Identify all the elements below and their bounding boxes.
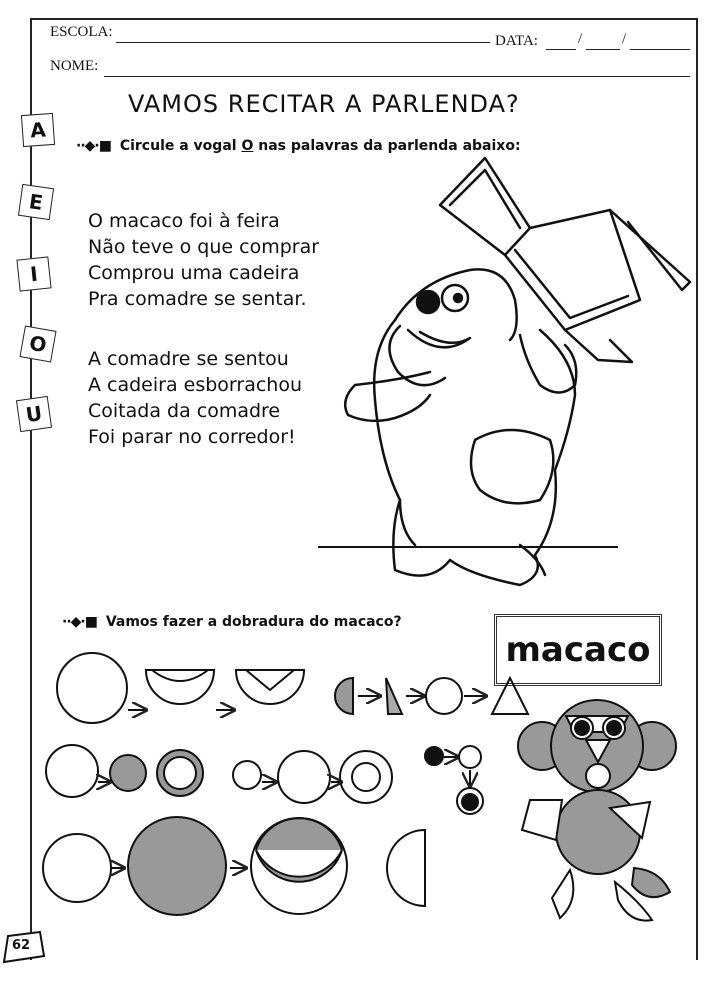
vowel-box-i: I: [16, 256, 51, 291]
poem-line: O macaco foi à feira: [88, 210, 280, 232]
instruction-text-before: Circule a vogal: [119, 138, 237, 154]
date-sep-1: /: [578, 31, 583, 47]
poem-line: Coitada da comadre: [88, 400, 281, 422]
name-label: NOME:: [50, 58, 99, 74]
date-sep-2: /: [622, 31, 627, 47]
instruction-text-after: nas palavras da parlenda abaixo:: [258, 138, 521, 154]
page-number-badge: [4, 930, 44, 966]
instruction-vowel: O: [241, 138, 254, 154]
word-box-macaco: macaco: [494, 614, 662, 686]
poem-line: A comadre se sentou: [88, 348, 289, 370]
vowel-box-o: O: [19, 325, 56, 362]
instruction-folding-text: Vamos fazer a dobradura do macaco?: [105, 614, 402, 630]
poem-line: Pra comadre se sentar.: [88, 288, 307, 310]
gorilla-with-chair-illustration: [345, 158, 690, 585]
poem-line: Comprou uma cadeira: [88, 262, 300, 284]
folding-steps-row-3: [43, 817, 425, 915]
vowel-box-u: U: [16, 396, 52, 432]
poem-line: A cadeira esborrachou: [88, 374, 303, 396]
school-label: ESCOLA:: [50, 24, 113, 40]
bullet-icon: ··◆·■: [76, 138, 111, 154]
page-title: VAMOS RECITAR A PARLENDA?: [128, 90, 520, 118]
vowel-box-e: E: [18, 184, 54, 220]
bullet-icon: ··◆·■: [62, 614, 97, 630]
monkey-origami-illustration: [518, 700, 676, 921]
folding-steps-row-2: [46, 745, 483, 814]
page-number: 62: [12, 938, 31, 953]
folding-steps-row-1: [57, 653, 528, 723]
date-label: DATA:: [495, 33, 538, 49]
poem-line: Não teve o que comprar: [88, 236, 320, 258]
poem-line: Foi parar no corredor!: [88, 426, 296, 448]
vowel-box-a: A: [21, 113, 55, 147]
